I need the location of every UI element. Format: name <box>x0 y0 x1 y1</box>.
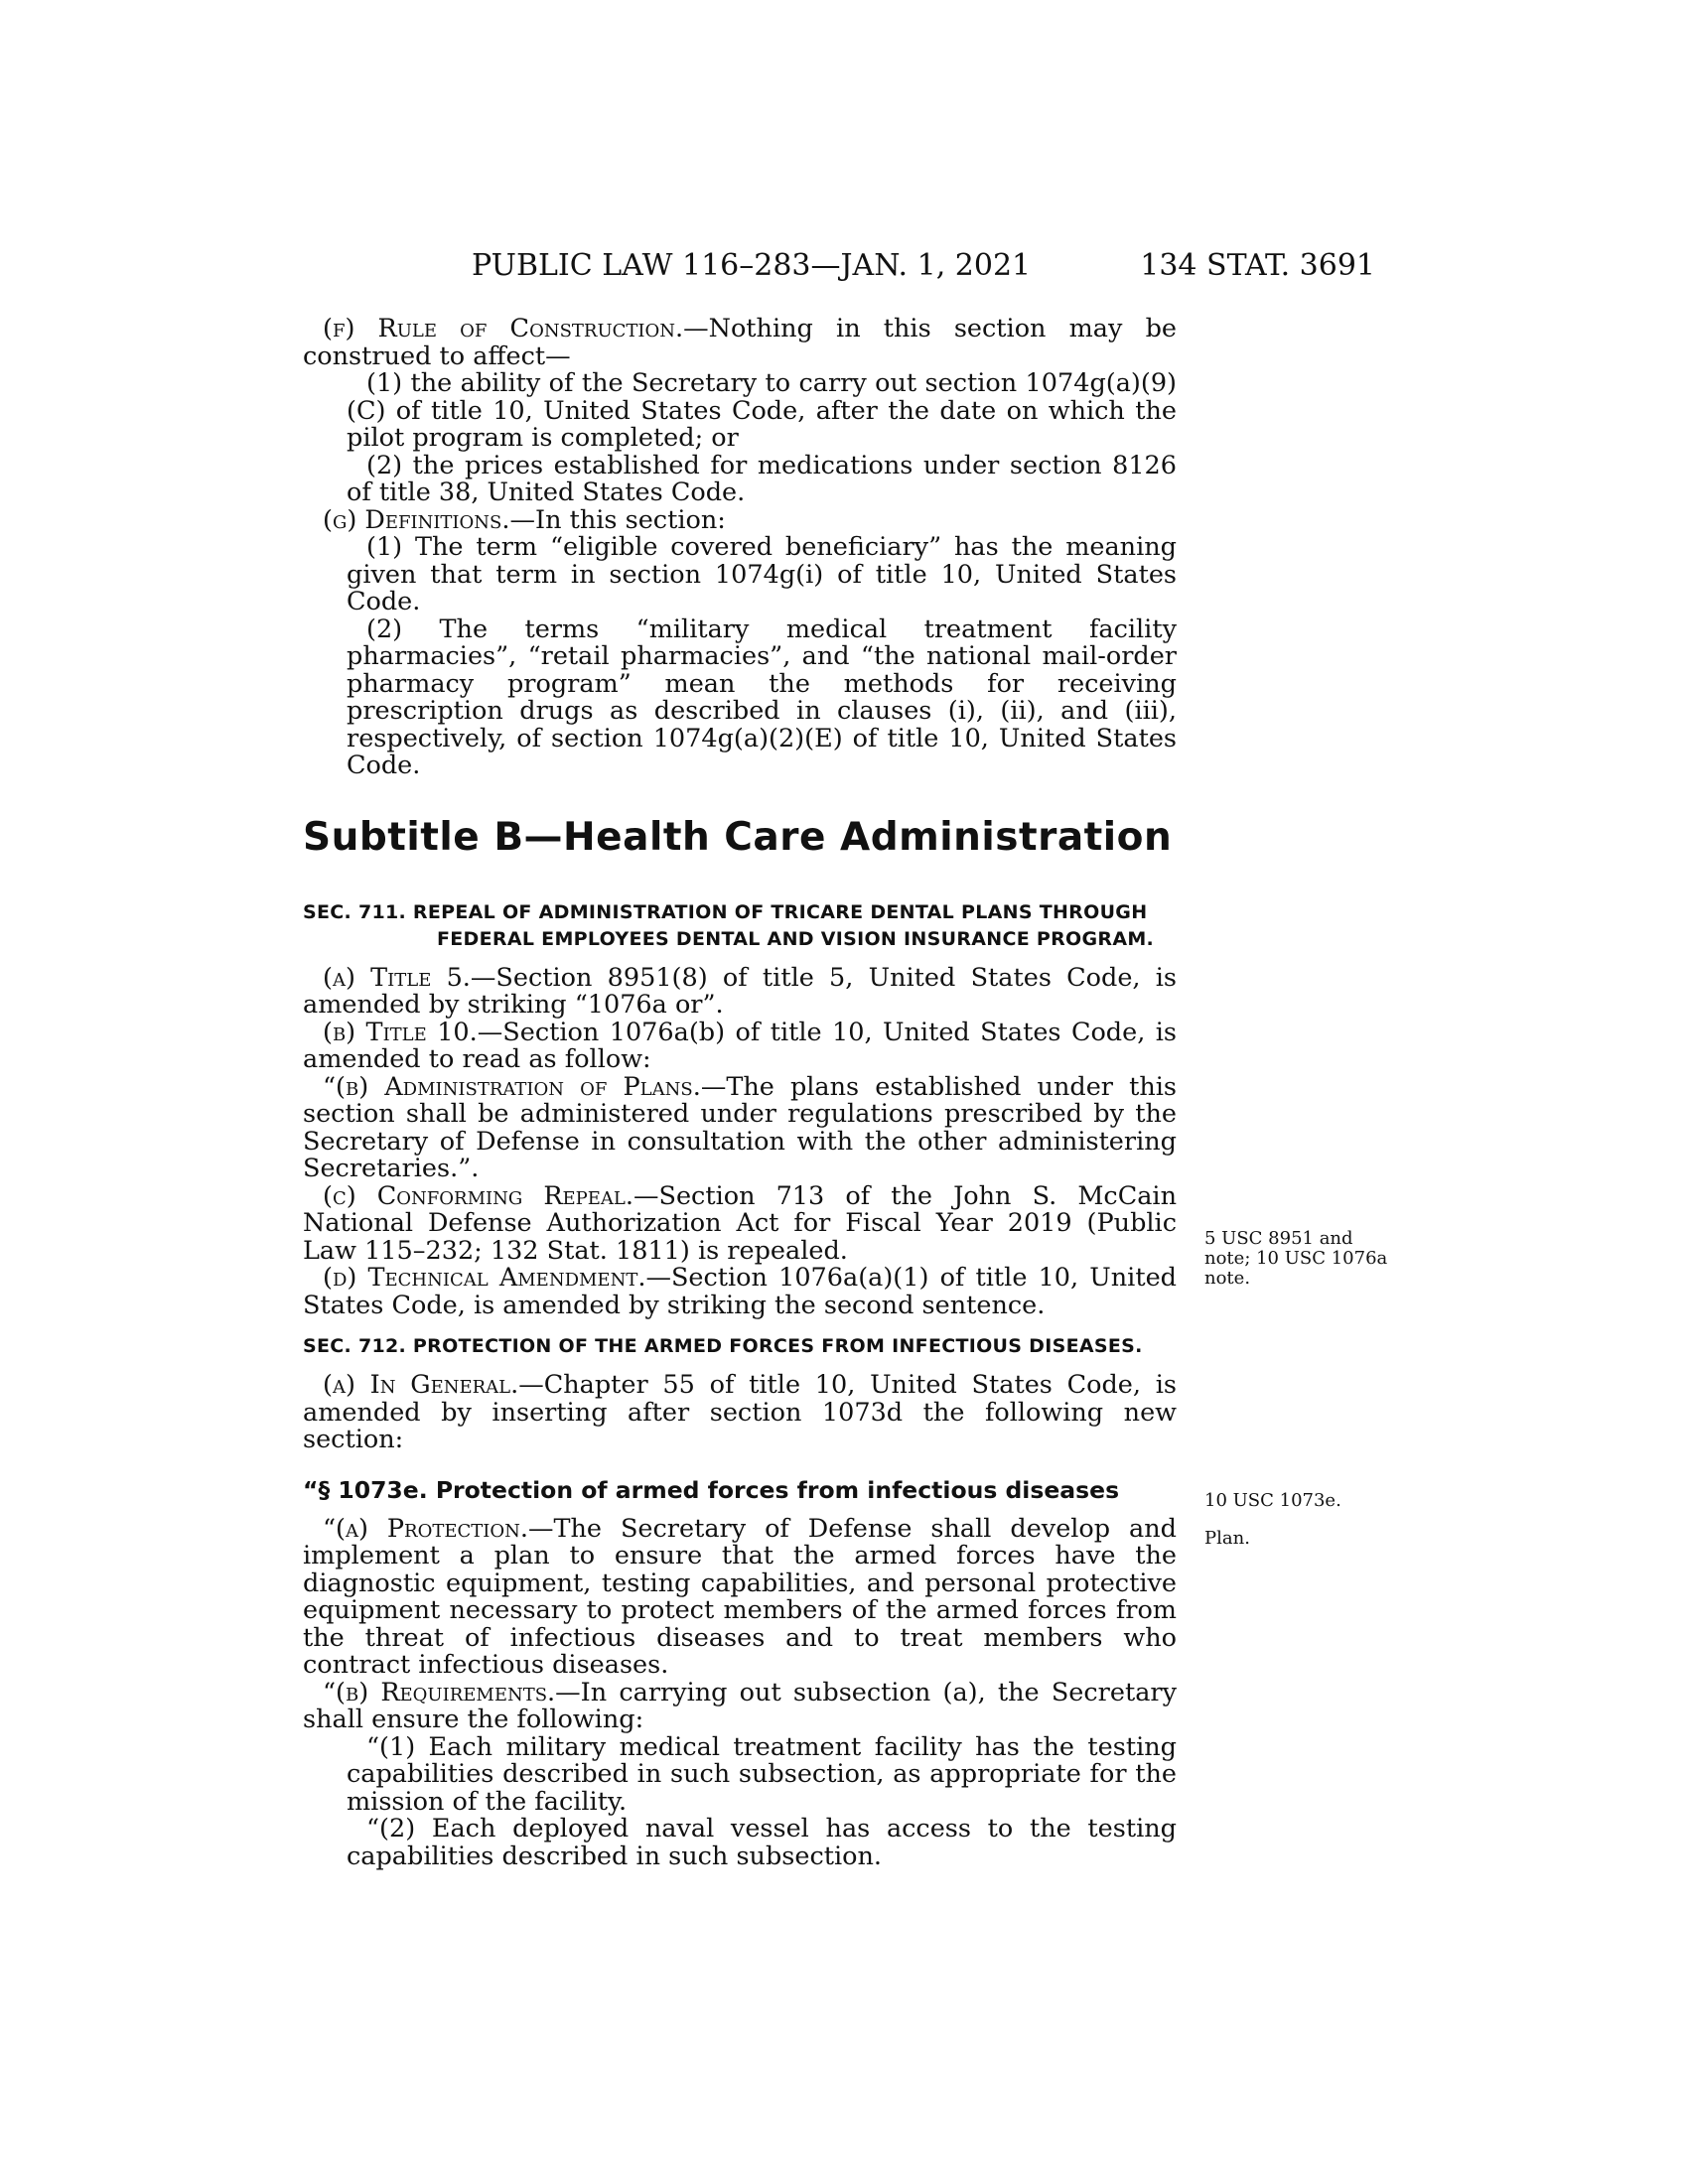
page-header <box>298 248 1375 288</box>
paragraph-g <box>303 504 1177 535</box>
paragraph-f-text: —Nothing in this section may be construed to affect— <box>303 314 1177 371</box>
paragraph-711-b-quote <box>303 1071 1178 1183</box>
paragraph-f <box>303 316 1177 370</box>
paragraph-711-c-text: —Section 713 of the John S. McCain National Defense Authorization Act for Fiscal Year 2019 (Public Law 115–232; 132 Stat. 1811) is repealed. <box>303 1180 1178 1266</box>
paragraph-1073e-a-text: —The Secretary of Defense shall develop and implement a plan to ensure that the armed forces have the diagnostic equipment, testing capabilities, and personal protective equipment necessary to protect members of the armed forces from the threat of infectious diseases and to treat members who contract infectious diseases. <box>303 1513 1178 1680</box>
paragraph-711-a-text: —Section 8951(8) of title 5, United States Code, is amended by striking “1076a or”. <box>303 962 1177 1020</box>
heading-conforming-repeal: (c) Conforming Repeal. <box>323 1180 633 1211</box>
paragraph-712-a <box>303 1372 1177 1454</box>
heading-administration-of-plans: “(b) Administration of Plans. <box>323 1071 701 1102</box>
paragraph-g-text: —In this section: <box>509 504 726 535</box>
header-stat-page: 134 STAT. 3691 <box>1140 248 1375 283</box>
section-711-heading: SEC. 711. REPEAL OF ADMINISTRATION OF TRICARE DENTAL PLANS THROUGH FEDERAL EMPLOYEES DENTAL AND VISION INSURANCE PROGRAM. <box>303 900 1155 950</box>
paragraph-1073e-b2: “(2) Each deployed naval vessel has access to the testing capabilities described in such subsection. <box>347 1814 1177 1871</box>
heading-title-10: (b) Title 10. <box>323 1017 478 1047</box>
paragraph-712-a-text: —Chapter 55 of title 10, United States Code, is amended by inserting after section 1073d the following new section: <box>303 1370 1177 1454</box>
paragraph-711-b-quote-text: —The plans established under this section shall be administered under regulations prescribed by the Secretary of Defense in consultation with the other administering Secretaries.”. <box>303 1071 1178 1183</box>
document-body <box>303 316 1177 1870</box>
new-section-1073e-heading: “§ 1073e. Protection of armed forces from infectious diseases <box>303 1475 1120 1504</box>
paragraph-g1: (1) The term “eligible covered beneficiary” has the meaning given that term in section 1074g(i) of title 10, United States Code. <box>347 532 1177 616</box>
paragraph-1073e-b1: “(1) Each military medical treatment facility has the testing capabilities described in such subsection, as appropriate for the mission of the facility. <box>347 1731 1177 1817</box>
heading-protection: “(a) Protection. <box>323 1513 528 1544</box>
heading-title-5: (a) Title 5. <box>323 962 471 993</box>
paragraph-1073e-b-text: —In carrying out subsection (a), the Secretary shall ensure the following: <box>303 1677 1177 1734</box>
paragraph-f2: (2) the prices established for medications under section 8126 of title 38, United States Code. <box>347 450 1177 507</box>
subtitle-heading: Subtitle B—Health Care Administration <box>303 814 1173 860</box>
heading-technical-amendment: (d) Technical Amendment. <box>323 1263 646 1293</box>
margin-note-usc-1073e: 10 USC 1073e. <box>1204 1490 1341 1511</box>
paragraph-1073e-b <box>303 1677 1177 1734</box>
margin-note-usc-8951: 5 USC 8951 and note; 10 USC 1076a note. <box>1204 1228 1388 1289</box>
heading-rule-of-construction: (f) Rule of Construction. <box>323 314 684 343</box>
section-712-heading: SEC. 712. PROTECTION OF THE ARMED FORCES FROM INFECTIOUS DISEASES. <box>303 1335 1143 1357</box>
paragraph-711-d-text: —Section 1076a(a)(1) of title 10, United States Code, is amended by striking the second sentence. <box>303 1263 1177 1320</box>
heading-definitions: (g) Definitions. <box>323 504 510 535</box>
paragraph-711-b-text: —Section 1076a(b) of title 10, United States Code, is amended to read as follow: <box>303 1017 1178 1074</box>
margin-note-plan: Plan. <box>1204 1528 1250 1549</box>
paragraph-g2: (2) The terms “military medical treatment facility pharmacies”, “retail pharmacies”, and “the national mail-order pharmacy program” mean the methods for receiving prescription drugs as described in clauses (i), (ii), and (iii), respectively, of section 1074g(a)(2)(E) of title 10, United States Code. <box>347 614 1177 780</box>
paragraph-711-d <box>303 1265 1177 1319</box>
header-title: PUBLIC LAW 116–283—JAN. 1, 2021 <box>472 248 1032 283</box>
heading-in-general: (a) In General. <box>323 1370 519 1400</box>
paragraph-711-b <box>303 1017 1178 1074</box>
paragraph-711-a <box>303 962 1177 1020</box>
paragraph-711-c <box>303 1180 1178 1266</box>
paragraph-f1: (1) the ability of the Secretary to carry out section 1074g(a)(9)(C) of title 10, United States Code, after the date on which the pilot program is completed; or <box>347 368 1177 453</box>
heading-requirements: “(b) Requirements. <box>323 1677 556 1707</box>
paragraph-1073e-a <box>303 1513 1178 1680</box>
